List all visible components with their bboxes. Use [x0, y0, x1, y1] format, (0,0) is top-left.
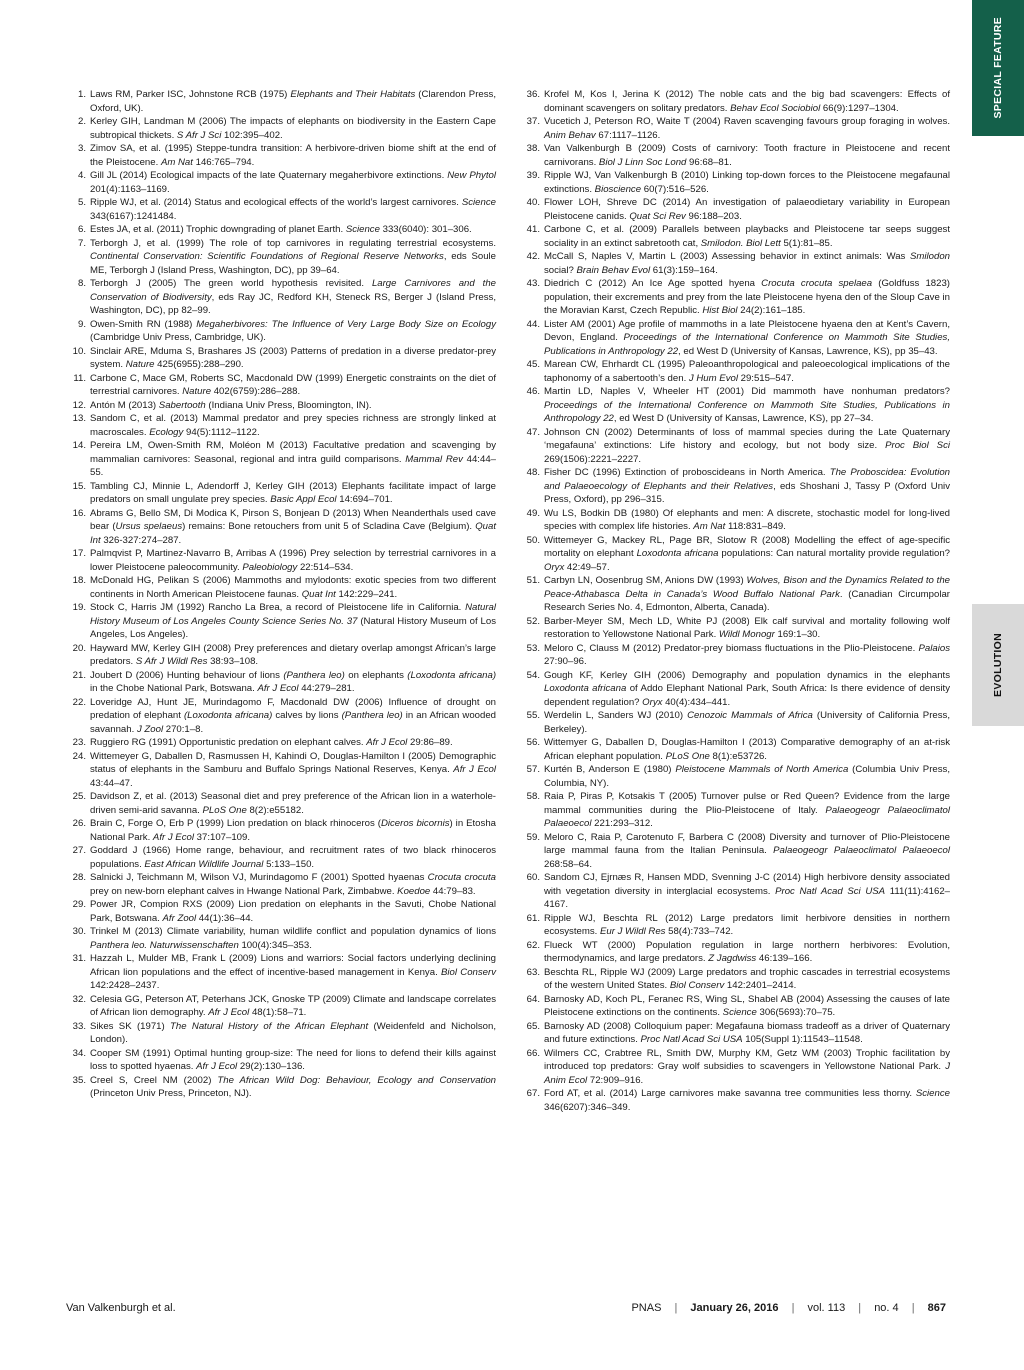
reference-item	[66, 169, 496, 196]
footer-separator: |	[858, 1302, 862, 1314]
footer-separator: |	[674, 1302, 678, 1314]
reference-item	[520, 142, 950, 169]
reference-text: Antón M (2013) Sabertooth (Indiana Univ Press, Bloomington, IN).	[90, 399, 372, 411]
reference-number: 42.	[526, 251, 540, 262]
reference-number: 15.	[72, 480, 86, 492]
reference-item	[66, 237, 496, 278]
reference-text: Kurtén B, Anderson E (1980) Pleistocene Mammals of North America (Columbia Univ Press, Columbia, NY).	[544, 764, 950, 789]
reference-number: 27.	[72, 845, 86, 856]
reference-item	[520, 871, 950, 912]
reference-number: 62.	[526, 939, 540, 951]
reference-text: Fisher DC (1996) Extinction of proboscideans in North America. The Proboscidea: Evolution and Palaeoecology of Elephants and their Relatives, eds Shoshani J, Tassy P (Oxford Univ Press, Oxford), pp 296–315.	[544, 467, 951, 505]
reference-text: Beschta RL, Ripple WJ (2009) Large predators and trophic cascades in terrestrial ecosystems of the western United States. Biol Conserv 142:2401–2414.	[544, 966, 950, 991]
reference-number: 38.	[526, 143, 540, 154]
reference-number: 48.	[526, 467, 540, 478]
reference-text: Celesia GG, Peterson AT, Peterhans JCK, Gnoske TP (2009) Climate and landscape correlates of African lion demography. Afr J Ecol 48(1):58–71.	[90, 993, 496, 1018]
reference-item	[520, 736, 950, 763]
special-feature-tab	[972, 0, 1024, 136]
reference-item	[520, 318, 950, 359]
reference-text: Carbyn LN, Oosenbrug SM, Anions DW (1993) Wolves, Bison and the Dynamics Related to the Peace-Athabasca Delta in Canada’s Wood Buffalo National Park. (Canadian Circumpolar Research Series No. 4, Edmonton, Alberta, Canada).	[544, 575, 951, 613]
reference-item	[520, 466, 950, 507]
reference-number: 37.	[526, 116, 540, 127]
reference-number: 30.	[72, 926, 86, 937]
reference-number: 43.	[526, 278, 540, 289]
reference-item	[66, 223, 496, 237]
reference-number: 61.	[526, 912, 540, 924]
reference-item	[66, 844, 496, 871]
reference-text: Flueck WT (2000) Population regulation in large northern herbivores: Evolution, thermodynamics, and large predators. Z Jagdwiss 46:139–166.	[544, 939, 950, 964]
footer-citation	[629, 1302, 948, 1314]
reference-item	[520, 88, 950, 115]
reference-number: 49.	[526, 507, 540, 519]
reference-text: Wittemeyer G, Daballen D, Rasmussen H, Kahindi O, Douglas-Hamilton I (2005) Demographic status of elephants in the Samburu and Buffalo Springs National Reserves, Kenya. Afr J Ecol 43:44–47.	[90, 750, 496, 789]
reference-number: 19.	[72, 602, 86, 613]
reference-number: 10.	[72, 345, 86, 357]
reference-text: Wilmers CC, Crabtree RL, Smith DW, Murphy KM, Getz WM (2003) Trophic facilitation by introduced top predators: Gray wolf subsidies to scavengers in Yellowstone National Park. J Anim Ecol 72:909–916.	[544, 1047, 950, 1086]
reference-number: 53.	[526, 642, 540, 654]
reference-text: Tambling CJ, Minnie L, Adendorff J, Kerley GIH (2013) Elephants facilitate impact of large predators on small ungulate prey species. Basic Appl Ecol 14:694–701.	[90, 480, 496, 505]
reference-number: 35.	[72, 1074, 86, 1086]
reference-text: Abrams G, Bello SM, Di Modica K, Pirson S, Bonjean D (2013) When Neanderthals used cave bear (Ursus spelaeus) remains: Bone retouchers from unit 5 of Scladina Cave (Belgium). Quat Int 326-327:274–287.	[90, 507, 496, 546]
reference-number: 63.	[526, 966, 540, 978]
page-footer	[66, 1302, 948, 1314]
reference-text: Johnson CN (2002) Determinants of loss of mammal species during the Late Quaternary ‘megafauna’ extinctions: Life history and ecology, but not body size. Proc Biol Sci 269(1506):2221–2227.	[544, 426, 950, 465]
reference-text: Meloro C, Clauss M (2012) Predator-prey biomass fluctuations in the Plio-Pleistocene. Palaios 27:90–96.	[544, 642, 950, 667]
reference-number: 2.	[77, 116, 86, 127]
reference-number: 41.	[526, 224, 540, 235]
reference-item	[520, 250, 950, 277]
reference-item	[520, 831, 950, 872]
reference-item	[66, 412, 496, 439]
reference-number: 45.	[526, 359, 540, 370]
reference-text: Goddard J (1966) Home range, behaviour, and recruitment rates of two black rhinoceros populations. East African Wildlife Journal 5:133–150.	[90, 845, 496, 870]
reference-item	[66, 898, 496, 925]
references-right-column	[520, 88, 950, 1114]
reference-number: 11.	[73, 372, 86, 384]
reference-item	[66, 574, 496, 601]
reference-number: 4.	[77, 170, 86, 181]
reference-text: Ripple WJ, Beschta RL (2012) Large predators limit herbivore densities in northern ecosystems. Eur J Wildl Res 58(4):733–742.	[544, 912, 950, 937]
reference-text: Terborgh J (2005) The green world hypothesis revisited. Large Carnivores and the Conservation of Biodiversity, eds Ray JC, Redford KH, Steneck RS, Berger J (Island Press, Washington, DC), pp 82–99.	[90, 278, 497, 316]
reference-item	[520, 385, 950, 426]
reference-number: 16.	[72, 507, 86, 519]
reference-number: 40.	[526, 197, 540, 208]
reference-number: 24.	[72, 750, 86, 762]
reference-number: 9.	[77, 318, 86, 330]
footer-authors: Van Valkenburgh et al.	[66, 1302, 176, 1314]
reference-text: Barnosky AD, Koch PL, Feranec RS, Wing SL, Shabel AB (2004) Assessing the causes of late Pleistocene extinctions on the continents. Science 306(5693):70–75.	[544, 993, 950, 1018]
reference-number: 12.	[72, 399, 86, 411]
reference-number: 46.	[526, 386, 540, 397]
reference-text: McDonald HG, Pelikan S (2006) Mammoths and mylodonts: exotic species from two different continents in North American Pleistocene faunas. Quat Int 142:229–241.	[90, 575, 496, 600]
reference-text: Kerley GIH, Landman M (2006) The impacts of elephants on biodiversity in the Eastern Cape subtropical thickets. S Afr J Sci 102:395–402.	[90, 116, 496, 141]
reference-item	[520, 790, 950, 831]
reference-item	[520, 1047, 950, 1088]
reference-number: 56.	[526, 737, 540, 748]
reference-text: Cooper SM (1991) Optimal hunting group-size: The need for lions to defend their kills against loss to spotted hyaenas. Afr J Ecol 29(2):130–136.	[90, 1047, 496, 1072]
reference-item	[520, 615, 950, 642]
reference-text: Diedrich C (2012) An Ice Age spotted hyena Crocuta crocuta spelaea (Goldfuss 1823) population, their excrements and prey from the late Pleistocene hyena den of the Sloup Cave in the Moravian Karst, Czech Republic. Hist Biol 24(2):161–185.	[544, 278, 950, 316]
reference-number: 22.	[72, 696, 86, 708]
reference-number: 44.	[526, 318, 540, 330]
reference-text: Carbone C, Mace GM, Roberts SC, Macdonald DW (1999) Energetic constraints on the diet of terrestrial carnivores. Nature 402(6759):286–288.	[90, 372, 496, 397]
reference-item	[520, 912, 950, 939]
reference-text: Sandom C, et al. (2013) Mammal predator and prey species richness are strongly linked at macroscales. Ecology 94(5):1112–1122.	[90, 413, 496, 438]
reference-item	[520, 534, 950, 575]
reference-number: 34.	[72, 1047, 86, 1059]
reference-item	[520, 169, 950, 196]
reference-item	[520, 966, 950, 993]
reference-text: Power JR, Compion RXS (2009) Lion predation on elephants in the Savuti, Chobe National Park, Botswana. Afr Zool 44(1):36–44.	[90, 899, 496, 924]
reference-number: 65.	[526, 1020, 540, 1032]
reference-text: Lister AM (2001) Age profile of mammoths in a late Pleistocene hyaena den at Kent’s Cavern, Devon, England. Proceedings of the International Conference on Mammoth Site Studies, Publications in Anthropology 22, ed West D (University of Kansas, Lawrence, KS), pp 35–43.	[544, 318, 950, 357]
reference-number: 36.	[526, 89, 540, 100]
reference-number: 6.	[77, 224, 86, 235]
reference-text: McCall S, Naples V, Martin L (2003) Assessing behavior in extinct animals: Was Smilodon social? Brain Behav Evol 61(3):159–164.	[544, 251, 950, 276]
footer-journal: PNAS	[631, 1302, 662, 1314]
reference-item	[66, 925, 496, 952]
evolution-tab	[972, 604, 1024, 726]
reference-item	[520, 358, 950, 385]
reference-number: 57.	[526, 764, 540, 775]
reference-number: 13.	[72, 413, 86, 424]
reference-item	[66, 372, 496, 399]
reference-item	[66, 115, 496, 142]
reference-text: Gill JL (2014) Ecological impacts of the late Quaternary megaherbivore extinctions. New Phytol 201(4):1163–1169.	[90, 170, 496, 195]
reference-text: Barnosky AD (2008) Colloquium paper: Megafauna biomass tradeoff as a driver of Quaternary and future extinctions. Proc Natl Acad Sci USA 105(Suppl 1):11543–11548.	[544, 1020, 950, 1045]
reference-number: 47.	[526, 426, 540, 438]
reference-text: Krofel M, Kos I, Jerina K (2012) The noble cats and the big bad scavengers: Effects of dominant scavengers on solitary predators. Behav Ecol Sociobiol 66(9):1297–1304.	[544, 89, 950, 114]
reference-item	[66, 817, 496, 844]
reference-text: Martin LD, Naples V, Wheeler HT (2001) Did mammoth have nonhuman predators? Proceedings of the International Conference on Mammoth Site Studies, Publications in Anthropology 22, ed West D (University of Kansas, Lawrence, KS), pp 27–34.	[544, 386, 950, 424]
reference-text: Brain C, Forge O, Erb P (1999) Lion predation on black rhinoceros (Diceros bicornis) in Etosha National Park. Afr J Ecol 37:107–109.	[90, 818, 496, 843]
reference-text: Gough KF, Kerley GIH (2006) Demography and population dynamics in the elephants Loxodonta africana of Addo Elephant National Park, South Africa: Is there evidence of density dependent regulation? Oryx 40(4):434–441.	[544, 669, 950, 708]
reference-number: 54.	[526, 669, 540, 681]
reference-text: Loveridge AJ, Hunt JE, Murindagomo F, Macdonald DW (2006) Influence of drought on predation of elephant (Loxodonta africana) calves by lions (Panthera leo) in an African wooded savannah. J Zool 270:1–8.	[90, 696, 496, 735]
reference-number: 59.	[526, 831, 540, 843]
reference-text: Wittemeyer G, Mackey RL, Page BR, Slotow R (2008) Modelling the effect of age-specific mortality on elephant Loxodonta africana populations: Can natural mortality provide regulation? Oryx 42:49–57.	[544, 534, 950, 573]
reference-number: 51.	[526, 575, 540, 586]
reference-item	[66, 142, 496, 169]
reference-item	[66, 1047, 496, 1074]
reference-number: 50.	[526, 534, 540, 546]
reference-item	[66, 277, 496, 318]
footer-separator: |	[911, 1302, 915, 1314]
reference-number: 25.	[72, 791, 86, 802]
reference-number: 5.	[77, 197, 86, 208]
reference-number: 20.	[72, 642, 86, 654]
reference-text: Vucetich J, Peterson RO, Waite T (2004) Raven scavenging favours group foraging in wolves. Anim Behav 67:1117–1126.	[544, 116, 950, 141]
reference-number: 67.	[526, 1088, 540, 1099]
reference-number: 17.	[72, 548, 86, 559]
reference-item	[520, 669, 950, 710]
reference-number: 58.	[526, 791, 540, 802]
reference-item	[520, 709, 950, 736]
reference-number: 1.	[77, 89, 86, 100]
reference-text: Ripple WJ, Van Valkenburgh B (2010) Linking top-down forces to the Pleistocene megafaunal extinctions. Bioscience 60(7):516–526.	[544, 170, 950, 195]
footer-separator: |	[791, 1302, 795, 1314]
reference-number: 8.	[77, 278, 86, 289]
reference-text: Ford AT, et al. (2014) Large carnivores make savanna tree communities less thorny. Science 346(6207):346–349.	[544, 1088, 950, 1113]
reference-item	[520, 939, 950, 966]
reference-number: 26.	[72, 818, 86, 829]
reference-item	[66, 439, 496, 480]
reference-number: 33.	[72, 1020, 86, 1032]
reference-item	[520, 993, 950, 1020]
reference-item	[66, 669, 496, 696]
reference-number: 66.	[526, 1047, 540, 1059]
references-left-column	[66, 88, 496, 1101]
footer-volume: vol. 113	[807, 1302, 846, 1314]
reference-text: Salnicki J, Teichmann M, Wilson VJ, Murindagomo F (2001) Spotted hyaenas Crocuta crocuta prey on new-born elephant calves in Hwange National Park, Zimbabwe. Koedoe 44:79–83.	[90, 872, 496, 897]
reference-text: Barber-Meyer SM, Mech LD, White PJ (2008) Elk calf survival and mortality following wolf restoration to Yellowstone National Park. Wildl Monogr 169:1–30.	[544, 615, 950, 640]
reference-text: Hazzah L, Mulder MB, Frank L (2009) Lions and warriors: Social factors underlying declining African lion populations and the effect of incentive-based management in Kenya. Biol Conserv 142:2428–2437.	[90, 953, 496, 991]
reference-text: Wu LS, Bodkin DB (1980) Of elephants and men: A discrete, stochastic model for long-lived species with complex life histories. Am Nat 118:831–849.	[544, 507, 950, 532]
reference-text: Owen-Smith RN (1988) Megaherbivores: The Influence of Very Large Body Size on Ecology (Cambridge Univ Press, Cambridge, UK).	[90, 318, 496, 343]
reference-text: Sikes SK (1971) The Natural History of the African Elephant (Weidenfeld and Nicholson, London).	[90, 1020, 496, 1045]
reference-item	[66, 736, 496, 750]
reference-text: Trinkel M (2013) Climate variability, human wildlife conflict and population dynamics of lions Panthera leo. Naturwissenschaften 100(4):345–353.	[90, 926, 496, 951]
reference-number: 52.	[526, 615, 540, 627]
reference-text: Werdelin L, Sanders WJ (2010) Cenozoic Mammals of Africa (University of California Press, Berkeley).	[544, 710, 950, 735]
reference-number: 14.	[72, 440, 86, 451]
reference-item	[66, 1020, 496, 1047]
reference-item	[66, 318, 496, 345]
reference-number: 7.	[77, 237, 86, 249]
reference-text: Raia P, Piras P, Kotsakis T (2005) Turnover pulse or Red Queen? Evidence from the large mammal communities during the Plio-Pleistocene of Italy. Palaeogeogr Palaeoclimatol Palaeoecol 221:293–312.	[544, 791, 951, 829]
reference-text: Ripple WJ, et al. (2014) Status and ecological effects of the world’s largest carnivores. Science 343(6167):1241484.	[90, 197, 496, 222]
reference-item	[520, 223, 950, 250]
special-feature-label: SPECIAL FEATURE	[992, 17, 1004, 119]
reference-item	[66, 507, 496, 548]
reference-number: 3.	[77, 143, 86, 154]
reference-text: Flower LOH, Shreve DC (2014) An investigation of palaeodietary variability in European Pleistocene canids. Quat Sci Rev 96:188–203.	[544, 197, 950, 222]
reference-item	[520, 574, 950, 615]
evolution-label: EVOLUTION	[992, 633, 1004, 697]
reference-number: 23.	[72, 737, 86, 748]
reference-item	[520, 196, 950, 223]
reference-text: Creel S, Creel NM (2002) The African Wild Dog: Behaviour, Ecology and Conservation (Princeton Univ Press, Princeton, NJ).	[90, 1074, 496, 1099]
reference-text: Wittemyer G, Daballen D, Douglas-Hamilton I (2013) Comparative demography of an at-risk African elephant population. PLoS One 8(1):e53726.	[544, 737, 950, 762]
reference-number: 64.	[526, 993, 540, 1005]
reference-text: Zimov SA, et al. (1995) Steppe-tundra transition: A herbivore-driven biome shift at the end of the Pleistocene. Am Nat 146:765–794.	[90, 143, 496, 168]
reference-text: Davidson Z, et al. (2013) Seasonal diet and prey preference of the African lion in a waterhole-driven semi-arid savanna. PLoS One 8(2):e55182.	[90, 791, 496, 816]
reference-text: Sinclair ARE, Mduma S, Brashares JS (2003) Patterns of predation in a diverse predator-prey system. Nature 425(6955):288–290.	[90, 345, 496, 370]
reference-text: Van Valkenburgh B (2009) Costs of carnivory: Tooth fracture in Pleistocene and recent carnivorans. Biol J Linn Soc Lond 96:68–81.	[544, 143, 950, 168]
reference-number: 28.	[72, 872, 86, 883]
reference-number: 21.	[72, 669, 86, 681]
reference-item	[66, 871, 496, 898]
reference-text: Hayward MW, Kerley GIH (2008) Prey preferences and dietary overlap amongst African’s large predators. S Afr J Wildl Res 38:93–108.	[90, 642, 496, 667]
reference-text: Carbone C, et al. (2009) Parallels between playbacks and Pleistocene tar seeps suggest sociality in an extinct sabretooth cat, Smilodon. Biol Lett 5(1):81–85.	[544, 224, 950, 249]
reference-item	[66, 750, 496, 791]
reference-item	[66, 480, 496, 507]
reference-text: Ruggiero RG (1991) Opportunistic predation on elephant calves. Afr J Ecol 29:86–89.	[90, 737, 453, 748]
reference-text: Marean CW, Ehrhardt CL (1995) Paleoanthropological and paleoecological implications of the taphonomy of a sabertooth’s den. J Hum Evol 29:515–547.	[544, 359, 950, 384]
reference-text: Estes JA, et al. (2011) Trophic downgrading of planet Earth. Science 333(6040): 301–306.	[90, 224, 472, 235]
reference-item	[66, 547, 496, 574]
reference-item	[66, 601, 496, 642]
reference-text: Terborgh J, et al. (1999) The role of top carnivores in regulating terrestrial ecosystems. Continental Conservation: Scientific Foundations of Regional Reserve Networks, eds Soule ME, Terborgh J (Island Press, Washington, DC), pp 39–64.	[90, 237, 496, 276]
reference-text: Joubert D (2006) Hunting behaviour of lions (Panthera leo) on elephants (Loxodonta africana) in the Chobe National Park, Botswana. Afr J Ecol 44:279–281.	[90, 669, 497, 694]
reference-number: 32.	[72, 993, 86, 1005]
reference-item	[66, 88, 496, 115]
reference-text: Palmqvist P, Martinez-Navarro B, Arribas A (1996) Prey selection by terrestrial carnivores in a lower Pleistocene paleocommunity. Paleobiology 22:514–534.	[90, 548, 496, 573]
reference-text: Sandom CJ, Ejrnæs R, Hansen MDD, Svenning J-C (2014) High herbivore density associated with vegetation diversity in interglacial ecosystems. Proc Natl Acad Sci USA 111(11):4162–4167.	[544, 872, 950, 910]
reference-item	[520, 115, 950, 142]
reference-item	[520, 1020, 950, 1047]
reference-item	[66, 952, 496, 993]
reference-item	[66, 790, 496, 817]
reference-number: 39.	[526, 170, 540, 181]
reference-item	[66, 345, 496, 372]
reference-number: 18.	[72, 575, 86, 586]
reference-item	[520, 642, 950, 669]
reference-item	[66, 993, 496, 1020]
reference-text: Laws RM, Parker ISC, Johnstone RCB (1975) Elephants and Their Habitats (Clarendon Press, Oxford, UK).	[90, 89, 496, 114]
reference-item	[66, 696, 496, 737]
reference-number: 55.	[526, 710, 540, 721]
reference-item	[520, 1087, 950, 1114]
reference-number: 31.	[72, 953, 86, 964]
reference-item	[66, 196, 496, 223]
reference-item	[520, 277, 950, 318]
reference-number: 29.	[72, 899, 86, 910]
reference-text: Meloro C, Raia P, Carotenuto F, Barbera C (2008) Diversity and turnover of Plio-Pleistocene large mammal fauna from the Italian Peninsula. Palaeogeogr Palaeoclimatol Palaeoecol 268:58–64.	[544, 831, 950, 870]
footer-page-number: 867	[927, 1302, 946, 1314]
reference-item	[66, 399, 496, 413]
reference-item	[520, 426, 950, 467]
reference-item	[66, 1074, 496, 1101]
reference-item	[66, 642, 496, 669]
reference-item	[520, 507, 950, 534]
reference-number: 60.	[526, 872, 540, 883]
reference-text: Pereira LM, Owen-Smith RM, Moléon M (2013) Facultative predation and scavenging by mammalian carnivores: Seasonal, regional and intra guild comparisons. Mammal Rev 44:44–55.	[90, 440, 496, 478]
reference-text: Stock C, Harris JM (1992) Rancho La Brea, a record of Pleistocene life in California. Natural History Museum of Los Angeles County Science Series No. 37 (Natural History Museum of Los Angeles, Los Angeles).	[90, 602, 496, 640]
footer-date: January 26, 2016	[690, 1302, 779, 1314]
reference-item	[520, 763, 950, 790]
footer-issue: no. 4	[874, 1302, 899, 1314]
